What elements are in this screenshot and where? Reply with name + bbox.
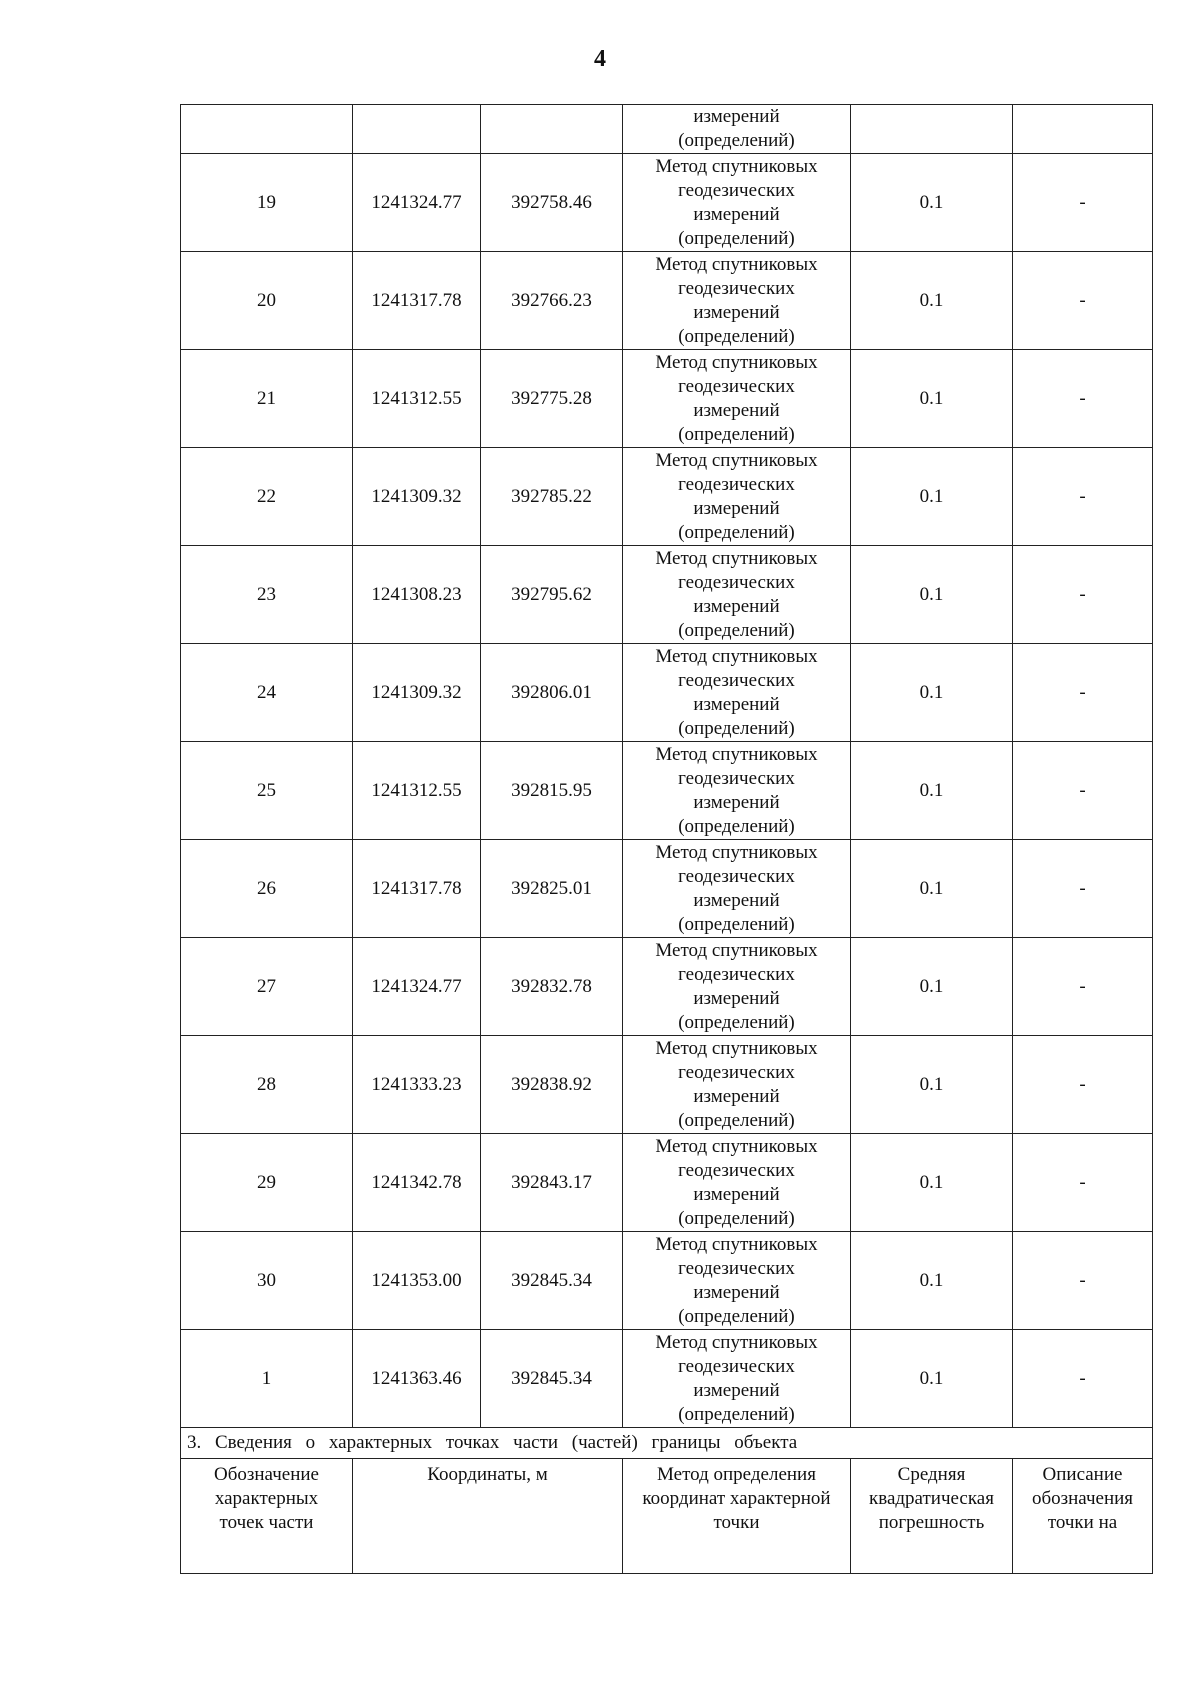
point-cell: 25 [181,742,353,840]
error-cell: 0.1 [851,1330,1013,1428]
y-cell: 392843.17 [481,1134,623,1232]
point-cell: 28 [181,1036,353,1134]
error-cell: 0.1 [851,546,1013,644]
x-cell: 1241342.78 [353,1134,481,1232]
point-cell: 26 [181,840,353,938]
description-cell: - [1013,938,1153,1036]
description-cell [1013,105,1153,154]
x-cell: 1241312.55 [353,350,481,448]
error-cell: 0.1 [851,1134,1013,1232]
table-row [181,448,1153,546]
error-cell: 0.1 [851,1036,1013,1134]
method-cell: Метод спутниковых геодезических измерений (определений) [623,742,851,840]
method-cell: Метод спутниковых геодезических измерений (определений) [623,154,851,252]
method-cell: Метод спутниковых геодезических измерений (определений) [623,1134,851,1232]
header-error: Средняя квадратическая погрешность [851,1459,1013,1574]
boundary-points-table [180,104,1153,1574]
error-cell: 0.1 [851,448,1013,546]
method-cell: Метод спутниковых геодезических измерений (определений) [623,840,851,938]
error-cell: 0.1 [851,350,1013,448]
point-cell: 23 [181,546,353,644]
header-coordinates: Координаты, м [353,1459,623,1574]
x-cell [353,105,481,154]
x-cell: 1241324.77 [353,938,481,1036]
section-header-row [181,1459,1153,1574]
table-body [181,105,1153,1574]
method-cell: Метод спутниковых геодезических измерений (определений) [623,1232,851,1330]
continued-row [181,105,1153,154]
y-cell: 392845.34 [481,1330,623,1428]
method-cell: Метод спутниковых геодезических измерений (определений) [623,1036,851,1134]
method-cell: Метод спутниковых геодезических измерений (определений) [623,546,851,644]
y-cell: 392775.28 [481,350,623,448]
point-cell: 20 [181,252,353,350]
section-title-row [181,1428,1153,1459]
x-cell: 1241309.32 [353,644,481,742]
table-row [181,546,1153,644]
description-cell: - [1013,840,1153,938]
x-cell: 1241353.00 [353,1232,481,1330]
error-cell [851,105,1013,154]
point-cell: 27 [181,938,353,1036]
y-cell: 392825.01 [481,840,623,938]
y-cell: 392838.92 [481,1036,623,1134]
x-cell: 1241308.23 [353,546,481,644]
section-title: 3. Сведения о характерных точках части (частей) границы объекта [181,1428,1153,1459]
table-row [181,1036,1153,1134]
table-row [181,154,1153,252]
error-cell: 0.1 [851,938,1013,1036]
description-cell: - [1013,546,1153,644]
point-cell [181,105,353,154]
description-cell: - [1013,742,1153,840]
x-cell: 1241309.32 [353,448,481,546]
table-row [181,1330,1153,1428]
method-cell: измерений (определений) [623,105,851,154]
y-cell: 392845.34 [481,1232,623,1330]
table-row [181,1232,1153,1330]
point-cell: 22 [181,448,353,546]
header-method: Метод определения координат характерной точки [623,1459,851,1574]
y-cell: 392815.95 [481,742,623,840]
y-cell: 392766.23 [481,252,623,350]
error-cell: 0.1 [851,742,1013,840]
description-cell: - [1013,448,1153,546]
description-cell: - [1013,252,1153,350]
table-row [181,644,1153,742]
point-cell: 30 [181,1232,353,1330]
table-row [181,350,1153,448]
y-cell: 392795.62 [481,546,623,644]
table-row [181,938,1153,1036]
table-row [181,1134,1153,1232]
y-cell [481,105,623,154]
point-cell: 29 [181,1134,353,1232]
x-cell: 1241324.77 [353,154,481,252]
method-cell: Метод спутниковых геодезических измерений (определений) [623,252,851,350]
method-cell: Метод спутниковых геодезических измерений (определений) [623,644,851,742]
point-cell: 24 [181,644,353,742]
method-cell: Метод спутниковых геодезических измерений (определений) [623,938,851,1036]
x-cell: 1241312.55 [353,742,481,840]
page-number: 4 [594,46,606,72]
description-cell: - [1013,1036,1153,1134]
method-cell: Метод спутниковых геодезических измерений (определений) [623,350,851,448]
y-cell: 392758.46 [481,154,623,252]
table-row [181,252,1153,350]
point-cell: 1 [181,1330,353,1428]
error-cell: 0.1 [851,252,1013,350]
y-cell: 392806.01 [481,644,623,742]
x-cell: 1241317.78 [353,840,481,938]
table-row [181,742,1153,840]
header-point-designation: Обозначение характерных точек части [181,1459,353,1574]
method-cell: Метод спутниковых геодезических измерений (определений) [623,448,851,546]
error-cell: 0.1 [851,644,1013,742]
point-cell: 21 [181,350,353,448]
point-cell: 19 [181,154,353,252]
description-cell: - [1013,154,1153,252]
error-cell: 0.1 [851,840,1013,938]
description-cell: - [1013,1330,1153,1428]
method-cell: Метод спутниковых геодезических измерений (определений) [623,1330,851,1428]
description-cell: - [1013,350,1153,448]
table-row [181,840,1153,938]
description-cell: - [1013,1134,1153,1232]
header-description: Описание обозначения точки на [1013,1459,1153,1574]
x-cell: 1241317.78 [353,252,481,350]
description-cell: - [1013,1232,1153,1330]
x-cell: 1241333.23 [353,1036,481,1134]
y-cell: 392785.22 [481,448,623,546]
y-cell: 392832.78 [481,938,623,1036]
description-cell: - [1013,644,1153,742]
error-cell: 0.1 [851,154,1013,252]
x-cell: 1241363.46 [353,1330,481,1428]
error-cell: 0.1 [851,1232,1013,1330]
